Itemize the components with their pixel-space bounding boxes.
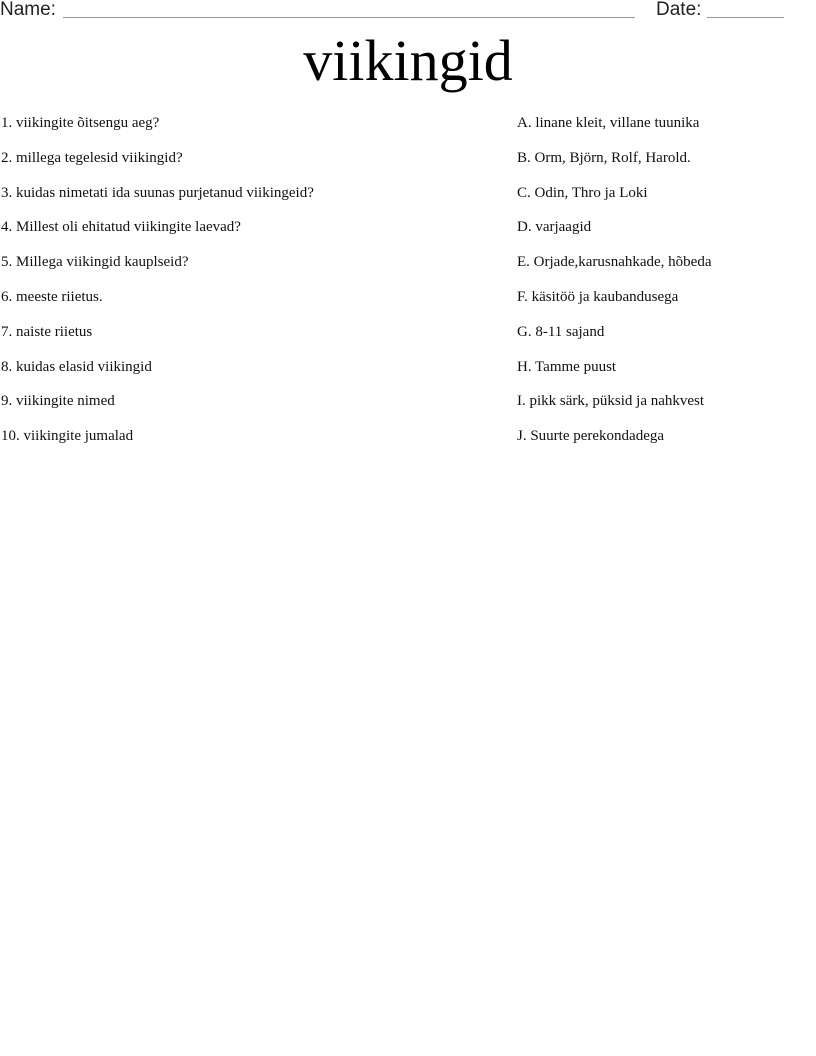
question-item: 3. kuidas nimetati ida suunas purjetanud viikingeid? bbox=[1, 184, 314, 201]
answer-list bbox=[517, 114, 812, 462]
date-label: Date: bbox=[656, 0, 702, 20]
question-item: 8. kuidas elasid viikingid bbox=[1, 358, 152, 375]
answer-item: D. varjaagid bbox=[517, 219, 592, 236]
worksheet-header bbox=[0, 0, 816, 26]
question-item: 9. viikingite nimed bbox=[1, 393, 115, 410]
answer-item: G. 8-11 sajand bbox=[517, 323, 605, 340]
question-item: 6. meeste riietus. bbox=[1, 288, 103, 305]
question-item: 2. millega tegelesid viikingid? bbox=[1, 149, 183, 166]
answer-item: E. Orjade,karusnahkade, hõbeda bbox=[517, 254, 712, 271]
question-list bbox=[1, 114, 481, 462]
answer-item: J. Suurte perekondadega bbox=[517, 428, 665, 445]
answer-item: I. pikk särk, püksid ja nahkvest bbox=[517, 393, 705, 410]
name-label: Name: bbox=[0, 0, 56, 20]
answer-item: F. käsitöö ja kaubandusega bbox=[517, 288, 679, 305]
date-blank-line[interactable] bbox=[707, 17, 784, 18]
question-item: 7. naiste riietus bbox=[1, 323, 93, 340]
question-item: 5. Millega viikingid kauplseid? bbox=[1, 254, 189, 271]
answer-item: C. Odin, Thro ja Loki bbox=[517, 184, 648, 201]
question-item: 4. Millest oli ehitatud viikingite laevad? bbox=[1, 219, 241, 236]
worksheet-title: viikingid bbox=[303, 28, 513, 93]
answer-item: A. linane kleit, villane tuunika bbox=[517, 115, 700, 131]
answer-item: H. Tamme puust bbox=[517, 358, 617, 375]
question-item: 10. viikingite jumalad bbox=[1, 428, 134, 445]
name-blank-line[interactable] bbox=[63, 17, 635, 18]
answer-item: B. Orm, Björn, Rolf, Harold. bbox=[517, 149, 691, 166]
question-item: 1. viikingite õitsengu aeg? bbox=[1, 115, 160, 131]
